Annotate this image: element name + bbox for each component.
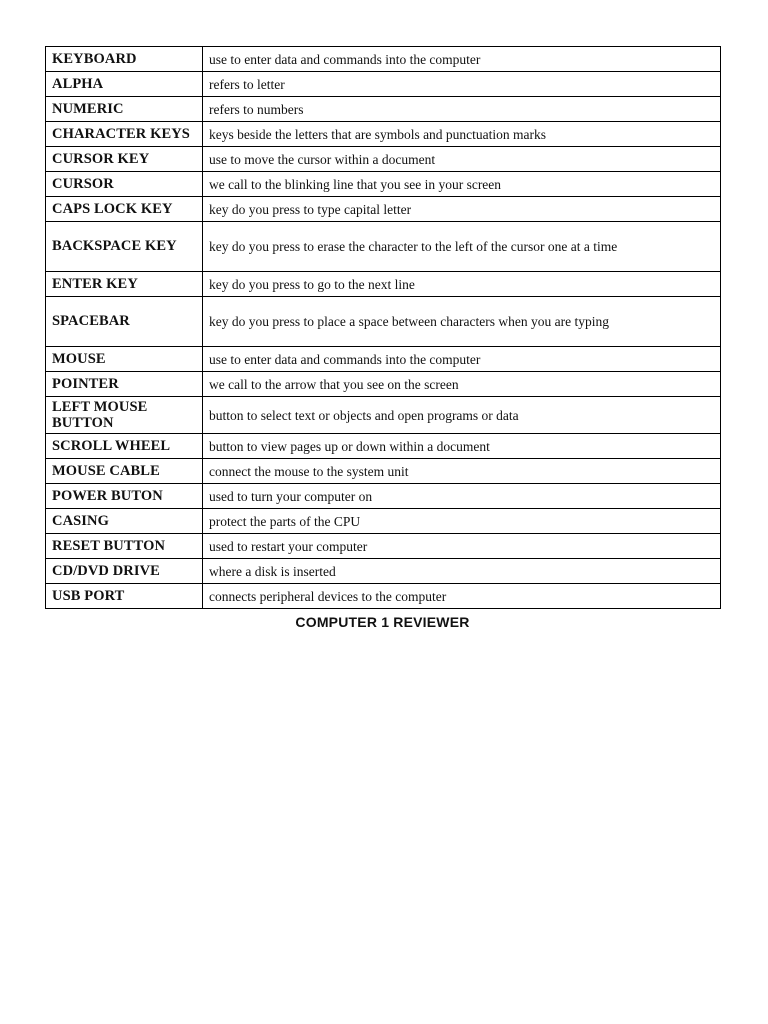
definition-cell: connect the mouse to the system unit [203, 459, 721, 484]
term-cell: RESET BUTTON [46, 534, 203, 559]
term-cell: MOUSE CABLE [46, 459, 203, 484]
document-page [45, 46, 720, 630]
term-cell: CURSOR [46, 172, 203, 197]
term-cell: POWER BUTON [46, 484, 203, 509]
document-caption: COMPUTER 1 REVIEWER [295, 614, 470, 630]
definition-cell: refers to letter [203, 72, 721, 97]
definition-cell: use to move the cursor within a document [203, 147, 721, 172]
definition-cell: used to turn your computer on [203, 484, 721, 509]
table-row [46, 534, 721, 559]
term-cell: NUMERIC [46, 97, 203, 122]
definition-cell: used to restart your computer [203, 534, 721, 559]
table-row [46, 434, 721, 459]
table-row [46, 509, 721, 534]
definition-cell: we call to the arrow that you see on the screen [203, 372, 721, 397]
term-cell: MOUSE [46, 347, 203, 372]
definition-cell: key do you press to erase the character to the left of the cursor one at a time [203, 222, 721, 272]
definition-cell: where a disk is inserted [203, 559, 721, 584]
term-cell: CASING [46, 509, 203, 534]
table-row [46, 397, 721, 434]
table-row [46, 72, 721, 97]
term-cell: CD/DVD DRIVE [46, 559, 203, 584]
term-cell: KEYBOARD [46, 47, 203, 72]
definition-cell: key do you press to go to the next line [203, 272, 721, 297]
table-row [46, 122, 721, 147]
table-row [46, 459, 721, 484]
term-cell: SCROLL WHEEL [46, 434, 203, 459]
definition-cell: we call to the blinking line that you see in your screen [203, 172, 721, 197]
table-row [46, 484, 721, 509]
table-row [46, 172, 721, 197]
term-cell: BACKSPACE KEY [46, 222, 203, 272]
term-cell: CURSOR KEY [46, 147, 203, 172]
table-row [46, 372, 721, 397]
definition-cell: refers to numbers [203, 97, 721, 122]
table-row [46, 559, 721, 584]
definition-cell: key do you press to type capital letter [203, 197, 721, 222]
table-row [46, 97, 721, 122]
table-row [46, 272, 721, 297]
term-cell: POINTER [46, 372, 203, 397]
term-cell: ALPHA [46, 72, 203, 97]
term-cell: CHARACTER KEYS [46, 122, 203, 147]
table-row [46, 584, 721, 609]
term-cell: CAPS LOCK KEY [46, 197, 203, 222]
table-row [46, 47, 721, 72]
definition-cell: protect the parts of the CPU [203, 509, 721, 534]
definition-cell: button to view pages up or down within a document [203, 434, 721, 459]
term-cell: ENTER KEY [46, 272, 203, 297]
reviewer-table [45, 46, 721, 609]
definition-cell: use to enter data and commands into the computer [203, 47, 721, 72]
definition-cell: use to enter data and commands into the computer [203, 347, 721, 372]
definition-cell: connects peripheral devices to the computer [203, 584, 721, 609]
definition-cell: button to select text or objects and open programs or data [203, 397, 721, 434]
table-row [46, 147, 721, 172]
term-cell: USB PORT [46, 584, 203, 609]
definition-cell: key do you press to place a space between characters when you are typing [203, 297, 721, 347]
table-row [46, 197, 721, 222]
table-row [46, 297, 721, 347]
term-cell: SPACEBAR [46, 297, 203, 347]
term-cell: LEFT MOUSE BUTTON [46, 397, 203, 434]
table-row [46, 347, 721, 372]
table-row [46, 222, 721, 272]
definition-cell: keys beside the letters that are symbols and punctuation marks [203, 122, 721, 147]
